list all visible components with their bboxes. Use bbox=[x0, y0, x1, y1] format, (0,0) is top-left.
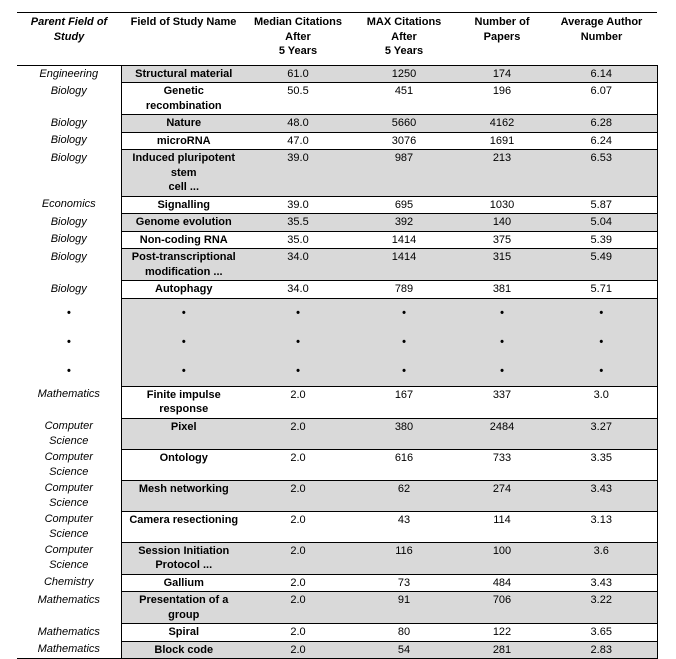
ellipsis-dot: • bbox=[546, 298, 657, 328]
cell-line: response bbox=[159, 403, 209, 415]
number-of-papers-cell: 100 bbox=[458, 542, 546, 574]
table-body bbox=[17, 65, 657, 659]
max-citations-cell: 54 bbox=[350, 641, 458, 659]
median-citations-cell: 50.5 bbox=[246, 83, 350, 115]
cell-line: Engineering bbox=[39, 67, 99, 80]
average-author-number-cell: 5.49 bbox=[546, 249, 657, 281]
median-citations-cell: 2.0 bbox=[246, 592, 350, 624]
median-citations-cell: 39.0 bbox=[246, 196, 350, 214]
cell-line: Signalling bbox=[157, 198, 211, 211]
number-of-papers-cell: 4162 bbox=[458, 115, 546, 133]
cell-line: Biology bbox=[50, 250, 87, 263]
header-authors-line-2: Number bbox=[580, 30, 623, 43]
table-row bbox=[17, 150, 657, 197]
parent-field-cell bbox=[17, 196, 121, 214]
cell-line: Pixel bbox=[170, 420, 197, 433]
cell-line: Biology bbox=[50, 116, 87, 129]
average-author-number-cell: 3.22 bbox=[546, 592, 657, 624]
number-of-papers-cell: 375 bbox=[458, 231, 546, 249]
table-row bbox=[17, 214, 657, 232]
cell-line: Biology bbox=[50, 215, 87, 228]
cell-line: Structural material bbox=[135, 67, 233, 80]
median-citations-cell: 2.0 bbox=[246, 542, 350, 574]
cell-line: group bbox=[168, 608, 200, 621]
table-row bbox=[17, 574, 657, 592]
max-citations-cell: 80 bbox=[350, 624, 458, 642]
cell-line: Mathematics bbox=[37, 625, 100, 638]
field-name-cell bbox=[121, 214, 246, 232]
table-row bbox=[17, 592, 657, 624]
cell-line: Computer bbox=[44, 513, 93, 525]
header-max-line-1: MAX Citations bbox=[366, 16, 442, 28]
parent-field-cell bbox=[17, 83, 121, 115]
table-row bbox=[17, 115, 657, 133]
field-name-cell bbox=[121, 592, 246, 624]
cell-line: Camera resectioning bbox=[129, 513, 239, 526]
cell-line: Autophagy bbox=[155, 283, 213, 295]
max-citations-cell: 43 bbox=[350, 511, 458, 542]
parent-field-cell bbox=[17, 592, 121, 624]
median-citations-cell: 34.0 bbox=[246, 281, 350, 299]
header-row bbox=[17, 13, 657, 66]
field-name-cell bbox=[121, 511, 246, 542]
max-citations-cell: 5660 bbox=[350, 115, 458, 133]
table-row bbox=[17, 542, 657, 574]
cell-line: Chemistry bbox=[43, 576, 94, 588]
fields-of-study-table bbox=[17, 12, 658, 659]
number-of-papers-cell: 381 bbox=[458, 281, 546, 299]
table-container bbox=[17, 12, 657, 659]
field-name-cell bbox=[121, 249, 246, 281]
max-citations-cell: 616 bbox=[350, 449, 458, 480]
cell-line: Science bbox=[49, 434, 89, 447]
average-author-number-cell: 5.87 bbox=[546, 196, 657, 214]
field-name-cell bbox=[121, 231, 246, 249]
field-name-cell bbox=[121, 386, 246, 418]
number-of-papers-cell: 2484 bbox=[458, 418, 546, 449]
median-citations-cell: 2.0 bbox=[246, 418, 350, 449]
cell-line: Spiral bbox=[168, 626, 200, 638]
cell-line: Non-coding RNA bbox=[139, 233, 228, 246]
cell-line: Block code bbox=[154, 643, 214, 656]
cell-line: Genetic bbox=[163, 85, 204, 97]
table-row bbox=[17, 65, 657, 83]
max-citations-cell: 1250 bbox=[350, 65, 458, 83]
ellipsis-dot: • bbox=[458, 357, 546, 387]
field-name-cell bbox=[121, 641, 246, 659]
cell-line: Mesh networking bbox=[138, 482, 229, 495]
parent-field-cell bbox=[17, 641, 121, 659]
median-citations-cell: 48.0 bbox=[246, 115, 350, 133]
median-citations-cell: 35.5 bbox=[246, 214, 350, 232]
parent-field-cell bbox=[17, 449, 121, 480]
header-average-author-number bbox=[546, 13, 657, 66]
header-parent-field-label: Parent Field of Study bbox=[30, 16, 108, 43]
parent-field-cell bbox=[17, 231, 121, 249]
field-name-cell bbox=[121, 449, 246, 480]
table-row bbox=[17, 624, 657, 642]
max-citations-cell: 91 bbox=[350, 592, 458, 624]
field-name-cell bbox=[121, 574, 246, 592]
average-author-number-cell: 6.07 bbox=[546, 83, 657, 115]
parent-field-cell bbox=[17, 249, 121, 281]
parent-field-cell bbox=[17, 542, 121, 574]
number-of-papers-cell: 140 bbox=[458, 214, 546, 232]
number-of-papers-cell: 1691 bbox=[458, 132, 546, 150]
average-author-number-cell: 6.24 bbox=[546, 132, 657, 150]
header-number-of-papers bbox=[458, 13, 546, 66]
max-citations-cell: 451 bbox=[350, 83, 458, 115]
number-of-papers-cell: 1030 bbox=[458, 196, 546, 214]
median-citations-cell: 2.0 bbox=[246, 641, 350, 659]
header-parent-field bbox=[17, 13, 121, 66]
cell-line: Mathematics bbox=[37, 643, 100, 655]
parent-field-cell bbox=[17, 574, 121, 592]
number-of-papers-cell: 706 bbox=[458, 592, 546, 624]
table-row bbox=[17, 231, 657, 249]
header-field-name-label: Field of Study Name bbox=[130, 16, 237, 28]
cell-line: Science bbox=[49, 527, 89, 540]
max-citations-cell: 3076 bbox=[350, 132, 458, 150]
cell-line: Presentation of a bbox=[139, 594, 229, 606]
median-citations-cell: 34.0 bbox=[246, 249, 350, 281]
ellipsis-row bbox=[17, 328, 657, 357]
average-author-number-cell: 6.28 bbox=[546, 115, 657, 133]
header-median-line-3: 5 Years bbox=[278, 45, 318, 57]
average-author-number-cell: 6.53 bbox=[546, 150, 657, 197]
cell-line: Induced pluripotent bbox=[132, 152, 236, 164]
max-citations-cell: 116 bbox=[350, 542, 458, 574]
field-name-cell bbox=[121, 132, 246, 150]
cell-line: Biology bbox=[50, 233, 87, 245]
header-authors-line-1: Average Author bbox=[560, 16, 643, 28]
max-citations-cell: 73 bbox=[350, 574, 458, 592]
cell-line: Economics bbox=[41, 198, 96, 210]
field-name-cell bbox=[121, 196, 246, 214]
number-of-papers-cell: 484 bbox=[458, 574, 546, 592]
parent-field-cell bbox=[17, 511, 121, 542]
cell-line: Protocol ... bbox=[155, 559, 213, 571]
header-field-name bbox=[121, 13, 246, 66]
ellipsis-dot: • bbox=[121, 298, 246, 328]
number-of-papers-cell: 114 bbox=[458, 511, 546, 542]
cell-line: Mathematics bbox=[37, 388, 100, 400]
cell-line: Gallium bbox=[163, 576, 204, 589]
max-citations-cell: 392 bbox=[350, 214, 458, 232]
median-citations-cell: 61.0 bbox=[246, 65, 350, 83]
field-name-cell bbox=[121, 281, 246, 299]
ellipsis-dot: • bbox=[458, 328, 546, 357]
table-row bbox=[17, 641, 657, 659]
number-of-papers-cell: 213 bbox=[458, 150, 546, 197]
ellipsis-dot: • bbox=[458, 298, 546, 328]
header-papers-line-2: Papers bbox=[483, 30, 521, 43]
table-row bbox=[17, 418, 657, 449]
number-of-papers-cell: 174 bbox=[458, 65, 546, 83]
cell-line: Biology bbox=[50, 282, 87, 295]
ellipsis-row bbox=[17, 357, 657, 387]
cell-line: Post-transcriptional bbox=[131, 251, 236, 263]
max-citations-cell: 380 bbox=[350, 418, 458, 449]
cell-line: Science bbox=[49, 496, 89, 509]
number-of-papers-cell: 281 bbox=[458, 641, 546, 659]
ellipsis-dot: • bbox=[350, 298, 458, 328]
table-row bbox=[17, 196, 657, 214]
header-median-citations bbox=[246, 13, 350, 66]
average-author-number-cell: 6.14 bbox=[546, 65, 657, 83]
table-row bbox=[17, 480, 657, 511]
field-name-cell bbox=[121, 83, 246, 115]
cell-line: Mathematics bbox=[37, 593, 100, 606]
median-citations-cell: 39.0 bbox=[246, 150, 350, 197]
median-citations-cell: 47.0 bbox=[246, 132, 350, 150]
average-author-number-cell: 5.71 bbox=[546, 281, 657, 299]
header-papers-line-1: Number of bbox=[474, 16, 530, 28]
parent-field-cell bbox=[17, 624, 121, 642]
parent-field-cell bbox=[17, 480, 121, 511]
median-citations-cell: 2.0 bbox=[246, 624, 350, 642]
max-citations-cell: 1414 bbox=[350, 231, 458, 249]
median-citations-cell: 2.0 bbox=[246, 574, 350, 592]
average-author-number-cell: 5.04 bbox=[546, 214, 657, 232]
ellipsis-dot: • bbox=[546, 357, 657, 387]
cell-line: Nature bbox=[166, 117, 202, 129]
table-row bbox=[17, 83, 657, 115]
cell-line: Computer bbox=[44, 482, 93, 494]
max-citations-cell: 167 bbox=[350, 386, 458, 418]
field-name-cell bbox=[121, 115, 246, 133]
parent-field-cell bbox=[17, 65, 121, 83]
cell-line: Finite impulse bbox=[146, 388, 221, 401]
number-of-papers-cell: 337 bbox=[458, 386, 546, 418]
parent-field-cell bbox=[17, 150, 121, 197]
header-max-line-3: 5 Years bbox=[384, 45, 424, 57]
median-citations-cell: 2.0 bbox=[246, 386, 350, 418]
max-citations-cell: 789 bbox=[350, 281, 458, 299]
number-of-papers-cell: 733 bbox=[458, 449, 546, 480]
cell-line: Ontology bbox=[159, 451, 208, 464]
parent-field-cell bbox=[17, 214, 121, 232]
cell-line: Biology bbox=[50, 84, 87, 97]
header-median-line-2: After bbox=[285, 30, 311, 43]
field-name-cell bbox=[121, 480, 246, 511]
average-author-number-cell: 3.65 bbox=[546, 624, 657, 642]
average-author-number-cell: 5.39 bbox=[546, 231, 657, 249]
average-author-number-cell: 2.83 bbox=[546, 641, 657, 659]
field-name-cell bbox=[121, 65, 246, 83]
median-citations-cell: 2.0 bbox=[246, 511, 350, 542]
table-row bbox=[17, 386, 657, 418]
header-median-line-1: Median Citations bbox=[253, 16, 342, 28]
cell-line: Computer bbox=[44, 451, 93, 463]
field-name-cell bbox=[121, 624, 246, 642]
ellipsis-dot: • bbox=[17, 357, 121, 387]
ellipsis-dot: • bbox=[246, 357, 350, 387]
parent-field-cell bbox=[17, 281, 121, 299]
field-name-cell bbox=[121, 418, 246, 449]
max-citations-cell: 1414 bbox=[350, 249, 458, 281]
max-citations-cell: 62 bbox=[350, 480, 458, 511]
ellipsis-dot: • bbox=[121, 328, 246, 357]
cell-line: recombination bbox=[145, 99, 222, 112]
average-author-number-cell: 3.43 bbox=[546, 480, 657, 511]
cell-line: Session Initiation bbox=[138, 544, 230, 557]
cell-line: modification ... bbox=[144, 265, 223, 278]
parent-field-cell bbox=[17, 132, 121, 150]
cell-line: stem bbox=[170, 166, 197, 179]
cell-line: cell ... bbox=[168, 181, 200, 193]
parent-field-cell bbox=[17, 418, 121, 449]
average-author-number-cell: 3.13 bbox=[546, 511, 657, 542]
cell-line: microRNA bbox=[156, 134, 211, 147]
cell-line: Biology bbox=[50, 134, 87, 146]
number-of-papers-cell: 196 bbox=[458, 83, 546, 115]
ellipsis-dot: • bbox=[121, 357, 246, 387]
table-row bbox=[17, 449, 657, 480]
average-author-number-cell: 3.0 bbox=[546, 386, 657, 418]
table-row bbox=[17, 511, 657, 542]
number-of-papers-cell: 274 bbox=[458, 480, 546, 511]
average-author-number-cell: 3.6 bbox=[546, 542, 657, 574]
field-name-cell bbox=[121, 150, 246, 197]
cell-line: Science bbox=[49, 558, 89, 571]
cell-line: Genome evolution bbox=[135, 216, 232, 228]
ellipsis-dot: • bbox=[546, 328, 657, 357]
number-of-papers-cell: 122 bbox=[458, 624, 546, 642]
median-citations-cell: 2.0 bbox=[246, 480, 350, 511]
ellipsis-dot: • bbox=[246, 328, 350, 357]
average-author-number-cell: 3.43 bbox=[546, 574, 657, 592]
ellipsis-dot: • bbox=[350, 328, 458, 357]
parent-field-cell bbox=[17, 386, 121, 418]
max-citations-cell: 987 bbox=[350, 150, 458, 197]
cell-line: Science bbox=[49, 465, 89, 478]
table-row bbox=[17, 132, 657, 150]
header-max-citations bbox=[350, 13, 458, 66]
header-max-line-2: After bbox=[391, 30, 417, 43]
field-name-cell bbox=[121, 542, 246, 574]
cell-line: Biology bbox=[50, 151, 87, 164]
average-author-number-cell: 3.27 bbox=[546, 418, 657, 449]
table-row bbox=[17, 249, 657, 281]
average-author-number-cell: 3.35 bbox=[546, 449, 657, 480]
cell-line: Computer bbox=[44, 420, 93, 432]
ellipsis-dot: • bbox=[17, 328, 121, 357]
ellipsis-dot: • bbox=[17, 298, 121, 328]
ellipsis-dot: • bbox=[246, 298, 350, 328]
number-of-papers-cell: 315 bbox=[458, 249, 546, 281]
max-citations-cell: 695 bbox=[350, 196, 458, 214]
ellipsis-row bbox=[17, 298, 657, 328]
median-citations-cell: 2.0 bbox=[246, 449, 350, 480]
table-row bbox=[17, 281, 657, 299]
parent-field-cell bbox=[17, 115, 121, 133]
cell-line: Computer bbox=[44, 544, 93, 556]
median-citations-cell: 35.0 bbox=[246, 231, 350, 249]
ellipsis-dot: • bbox=[350, 357, 458, 387]
